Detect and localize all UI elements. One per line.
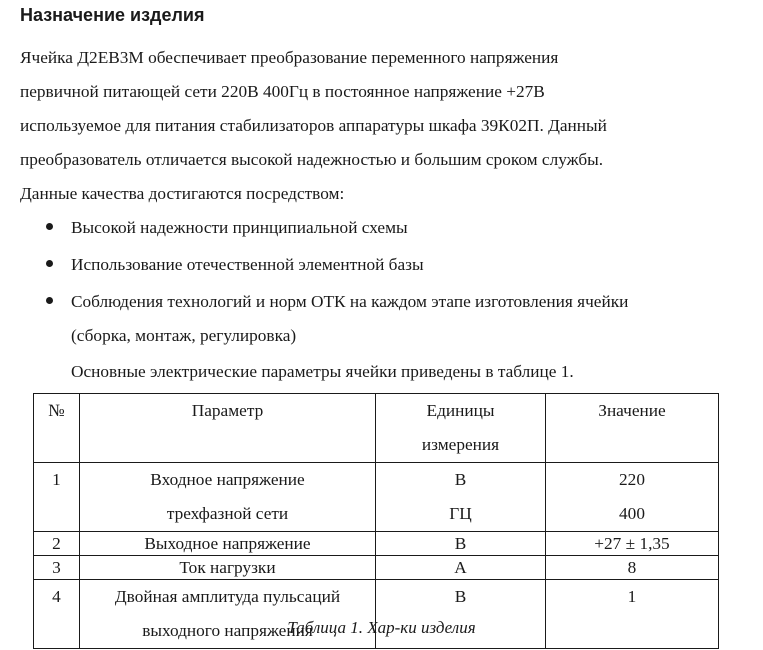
table-cell: 4 — [34, 580, 80, 649]
header-cell-value: Значение — [546, 394, 719, 463]
bullet-icon — [46, 297, 53, 304]
table-cell: 3 — [34, 556, 80, 580]
section-heading: Назначение изделия — [20, 5, 205, 25]
table-cell: В — [376, 532, 546, 556]
table-cell: В ГЦ — [376, 463, 546, 532]
header-cell-parameter: Параметр — [80, 394, 376, 463]
intro-line: Данные качества достигаются посредством: — [20, 184, 345, 203]
parameters-table — [33, 393, 719, 649]
table-row — [34, 463, 719, 532]
intro-line: Ячейка Д2ЕВ3М обеспечивает преобразование переменного напряжения — [20, 48, 559, 67]
list-item-text — [71, 211, 408, 245]
intro-line: используемое для питания стабилизаторов аппаратуры шкафа 39К02П. Данный — [20, 116, 607, 135]
intro-line: первичной питающей сети 220В 400Гц в постоянное напряжение +27В — [20, 82, 545, 101]
table-caption: Таблица 1. Хар-ки изделия — [287, 618, 476, 637]
table-row — [34, 556, 719, 580]
list-item-text — [71, 285, 628, 353]
table-cell: В — [376, 580, 546, 649]
list-item-line: Использование отечественной элементной базы — [71, 255, 424, 274]
table-cell: А — [376, 556, 546, 580]
table-cell: 1 — [34, 463, 80, 532]
header-cell-units: Единицы измерения — [376, 394, 546, 463]
table-cell: 220 400 — [546, 463, 719, 532]
list-item-text — [71, 248, 424, 282]
list-item-line: (сборка, монтаж, регулировка) — [71, 326, 297, 345]
table-intro: Основные электрические параметры ячейки приведены в таблице 1. — [71, 362, 574, 381]
table-cell: +27 ± 1,35 — [546, 532, 719, 556]
table-cell: Входное напряжение трехфазной сети — [80, 463, 376, 532]
table-row — [34, 532, 719, 556]
table-cell: 1 — [546, 580, 719, 649]
list-item-line: Высокой надежности принципиальной схемы — [71, 218, 408, 237]
bullet-icon — [46, 223, 53, 230]
table-row — [34, 580, 719, 649]
intro-line: преобразователь отличается высокой надежностью и большим сроком службы. — [20, 150, 604, 169]
table-header-row — [34, 394, 719, 463]
table-cell: Ток нагрузки — [80, 556, 376, 580]
intro-paragraph — [20, 41, 750, 211]
list-item-line: Соблюдения технологий и норм ОТК на каждом этапе изготовления ячейки — [71, 292, 629, 311]
table-cell: Двойная амплитуда пульсаций выходного напряжения — [80, 580, 376, 649]
table-cell: 2 — [34, 532, 80, 556]
bullet-icon — [46, 260, 53, 267]
table-cell: Выходное напряжение — [80, 532, 376, 556]
header-cell-number: № — [34, 394, 80, 463]
table-cell: 8 — [546, 556, 719, 580]
